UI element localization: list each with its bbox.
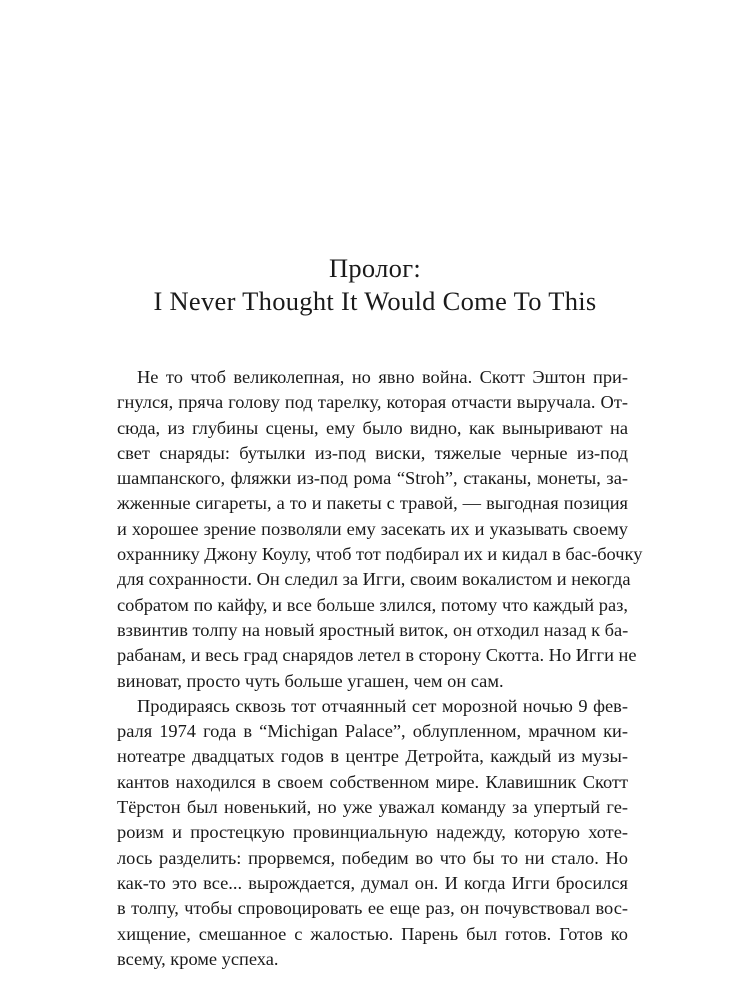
text-line: гнулся, пряча голову под тарелку, которая отчасти выручала. От- xyxy=(117,392,628,413)
text-line: свет снаряды: бутылки из-под виски, тяжелые черные из-под xyxy=(117,442,628,463)
text-line: раля 1974 года в “Michigan Palace”, облупленном, мрачном ки- xyxy=(117,721,628,742)
chapter-heading xyxy=(0,252,750,318)
chapter-label: Пролог: xyxy=(328,253,422,283)
text-line: взвинтив толпу на новый яростный виток, он отходил назад к ба- xyxy=(117,619,629,640)
text-line: сюда, из глубины сцены, ему было видно, как выныривают на xyxy=(117,417,628,438)
text-line: роизм и простецкую провинциальную надежду, которую хоте- xyxy=(117,822,628,843)
chapter-title: I Never Thought It Would Come To This xyxy=(153,286,597,316)
text-line: виноват, просто чуть больше угашен, чем он сам. xyxy=(117,670,504,691)
text-line: хищение, смешанное с жалостью. Парень был готов. Готов ко xyxy=(117,923,628,944)
text-line: шампанского, фляжки из-под рома “Stroh”, стаканы, монеты, за- xyxy=(117,468,628,489)
text-line: жженные сигареты, а то и пакеты с травой, — выгодная позиция xyxy=(117,493,628,514)
text-line: охраннику Джону Коулу, чтоб тот подбирал их и кидал в бас-бочку xyxy=(117,544,643,565)
text-line: всему, кроме успеха. xyxy=(117,948,279,969)
text-line: нотеатре двадцатых годов в центре Детройта, каждый из музы- xyxy=(117,746,628,767)
text-line: для сохранности. Он следил за Игги, своим вокалистом и некогда xyxy=(117,569,631,590)
text-line: Не то чтоб великолепная, но явно война. Скотт Эштон при- xyxy=(137,367,628,387)
text-line: Тёрстон был новенький, но уже уважал команду за упертый ге- xyxy=(117,797,628,818)
text-line: кантов находился в своем собственном мире. Клавишник Скотт xyxy=(117,771,628,792)
text-line: как-то это все... вырождается, думал он. И когда Игги бросился xyxy=(117,872,628,893)
text-line: собратом по кайфу, и все больше злился, потому что каждый раз, xyxy=(117,594,628,615)
paragraph-2 xyxy=(117,694,628,972)
chapter-body xyxy=(117,365,643,972)
text-line: лось разделить: прорвемся, победим во что бы то ни стало. Но xyxy=(117,847,628,868)
text-line: и хорошее зрение позволяли ему засекать их и указывать своему xyxy=(117,518,628,539)
text-line: рабанам, и весь град снарядов летел в сторону Скотта. Но Игги не xyxy=(117,645,637,666)
paragraph-1 xyxy=(117,365,643,694)
text-line: Продираясь сквозь тот отчаянный сет морозной ночью 9 фев- xyxy=(137,695,628,716)
text-line: в толпу, чтобы спровоцировать ее еще раз, он почувствовал вос- xyxy=(117,898,628,919)
